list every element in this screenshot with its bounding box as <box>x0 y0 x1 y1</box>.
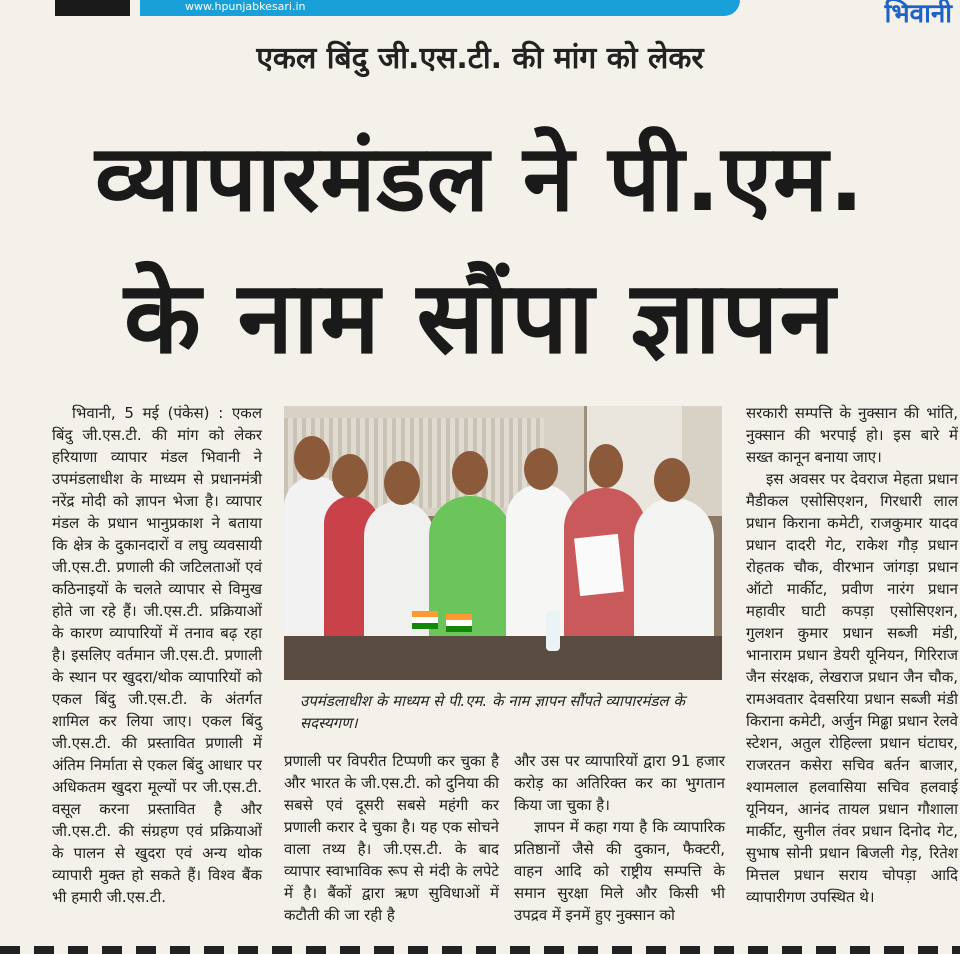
url-ribbon <box>140 0 740 16</box>
column-3-para-1: सरकारी सम्पत्ति के नुक्सान की भांति, नुक्सान की भरपाई हो। इस बारे में सख्त कानून बनाया जाए। <box>746 404 958 466</box>
column-2b-para-1: और उस पर व्यापारियों द्वारा 91 हजार करोड़ का अतिरिक्त कर का भुगतान किया जा चुका है। <box>514 752 725 814</box>
headline-line-2: के नाम सौंपा ज्ञापन <box>124 259 836 376</box>
person-4-head <box>452 451 488 495</box>
column-2a-text: प्रणाली पर विपरीत टिप्पणी कर चुका है और भारत के जी.एस.टी. को दुनिया की सबसे एवं दूसरी सबसे महंगी कर प्रणाली करार दे चुका है। यह एक सोचने वाला तथ्य है। जी.एस.टी. के बाद व्यापार स्वाभाविक रूप से मंदी के लपेटे में है। बैंकों द्वारा ऋण सुविधाओं में कटौती की जा रही है <box>284 752 499 924</box>
photo-caption: उपमंडलाधीश के माध्यम से पी.एम. के नाम ज्ञापन सौंपते व्यापारमंडल के सदस्यगण। <box>300 692 685 732</box>
url-text: www.hpunjabkesari.in <box>185 0 306 13</box>
top-bar <box>0 0 960 29</box>
kicker-headline: एकल बिंदु जी.एस.टी. की मांग को लेकर <box>256 41 704 76</box>
next-article-cutoff <box>0 946 960 954</box>
indian-flag-icon <box>446 614 472 632</box>
person-1-head <box>294 436 330 480</box>
column-2b-para-2: ज्ञापन में कहा गया है कि व्यापारिक प्रतिष्ठानों जैसे की दुकान, फैक्टरी, वाहन आदि को राष्ट्रीय सम्पत्ति के समान सुरक्षा मिले और किसी भी उपद्रव में इनमें हुए नुक्सान को <box>514 818 725 924</box>
person-7-head <box>654 458 690 502</box>
column-2a <box>284 750 499 926</box>
column-3-para-2: इस अवसर पर देवराज मेहता प्रधान मैडीकल एसोसिएशन, गिरधारी लाल प्रधान किराना कमेटी, राजकुमार यादव प्रधान दादरी गेट, राकेश गौड़ प्रधान रोहतक चौक, वीरभान जांगड़ा प्रधान ऑटो मार्कीट, प्रवीण नारंग प्रधान महावीर घाटी कपड़ा एसोसिएशन, गुलशन कुमार प्रधान सब्जी मंडी, भानाराम प्रधान डेयरी यूनियन, गिरिराज जैन संरक्षक, लेखराज प्रधान जैन चौक, रामअवतार देवसरिया प्रधान सब्जी मंडी किराना कमेटी, अर्जुन मिढ्ढा प्रधान रेलवे स्टेशन, अतुल रोहिल्ला प्रधान घंटाघर, राजरतन कसेरा सचिव बर्तन बाजार, श्यामलाल हलवासिया सचिव हलवाई यूनियन, आनंद तायल प्रधान गौशाला मार्कीट, सुनील तंवर प्रधान दिनोद गेट, सुभाष सोनी प्रधान बिजली गेड़, रितेश मित्तल प्रधान सराय चोपड़ा आदि व्यापारीगण उपस्थित थे। <box>746 470 958 906</box>
column-3 <box>746 402 958 908</box>
column-1 <box>52 402 262 908</box>
headline-line-1: व्यापारमंडल ने पी.एम. <box>95 125 865 232</box>
column-1-text: भिवानी, 5 मई (पंकेस) : एकल बिंदु जी.एस.टी. की मांग को लेकर हरियाणा व्यापार मंडल भिवानी ने उपमंडलाधीश के माध्यम से प्रधानमंत्री नरेंद्र मोदी को ज्ञापन भेजा है। व्यापार मंडल के प्रधान भानुप्रकाश ने बताया कि क्षेत्र के दुकानदारों व लघु व्यवसायी जी.एस.टी. प्रणाली की जटिलताओं एवं कठिनाइयों के चलते व्यापार से विमुख होते जा रहे हैं। जी.एस.टी. प्रक्रियाओं के कारण व्यापारियों में तनाव बढ़ रहा है। इसलिए वर्तमान जी.एस.टी. प्रणाली के स्थान पर खुदरा/थोक व्यापारियों को एकल बिंदु जी.एस.टी. के अंतर्गत शामिल कर लिया जाए। एकल बिंदु जी.एस.टी. की प्रस्तावित प्रणाली में अंतिम निर्माता से एकल बिंदु आधार पर अधिकतम खुदरा मूल्यों पर जी.एस.टी. वसूल करना प्रस्तावित है और जी.एस.टी. की संग्रहण एवं प्रक्रियाओं के पालन से खुदरा एवं अन्य थोक व्यापारी मुक्त हो सकते हैं। विश्व बैंक भी हमारी जी.एस.टी. <box>52 404 262 906</box>
column-2b <box>514 750 725 926</box>
memorandum-paper <box>574 534 624 596</box>
person-6-head <box>589 444 623 488</box>
water-bottle <box>546 611 560 651</box>
indian-flag-icon <box>412 611 438 629</box>
page-number-block <box>55 0 130 16</box>
person-5-head <box>524 448 558 490</box>
newspaper-logo: भिवानी <box>884 0 952 29</box>
office-desk <box>284 636 722 680</box>
person-3-head <box>384 461 420 505</box>
person-2-head <box>332 454 368 498</box>
news-photo <box>284 406 722 680</box>
